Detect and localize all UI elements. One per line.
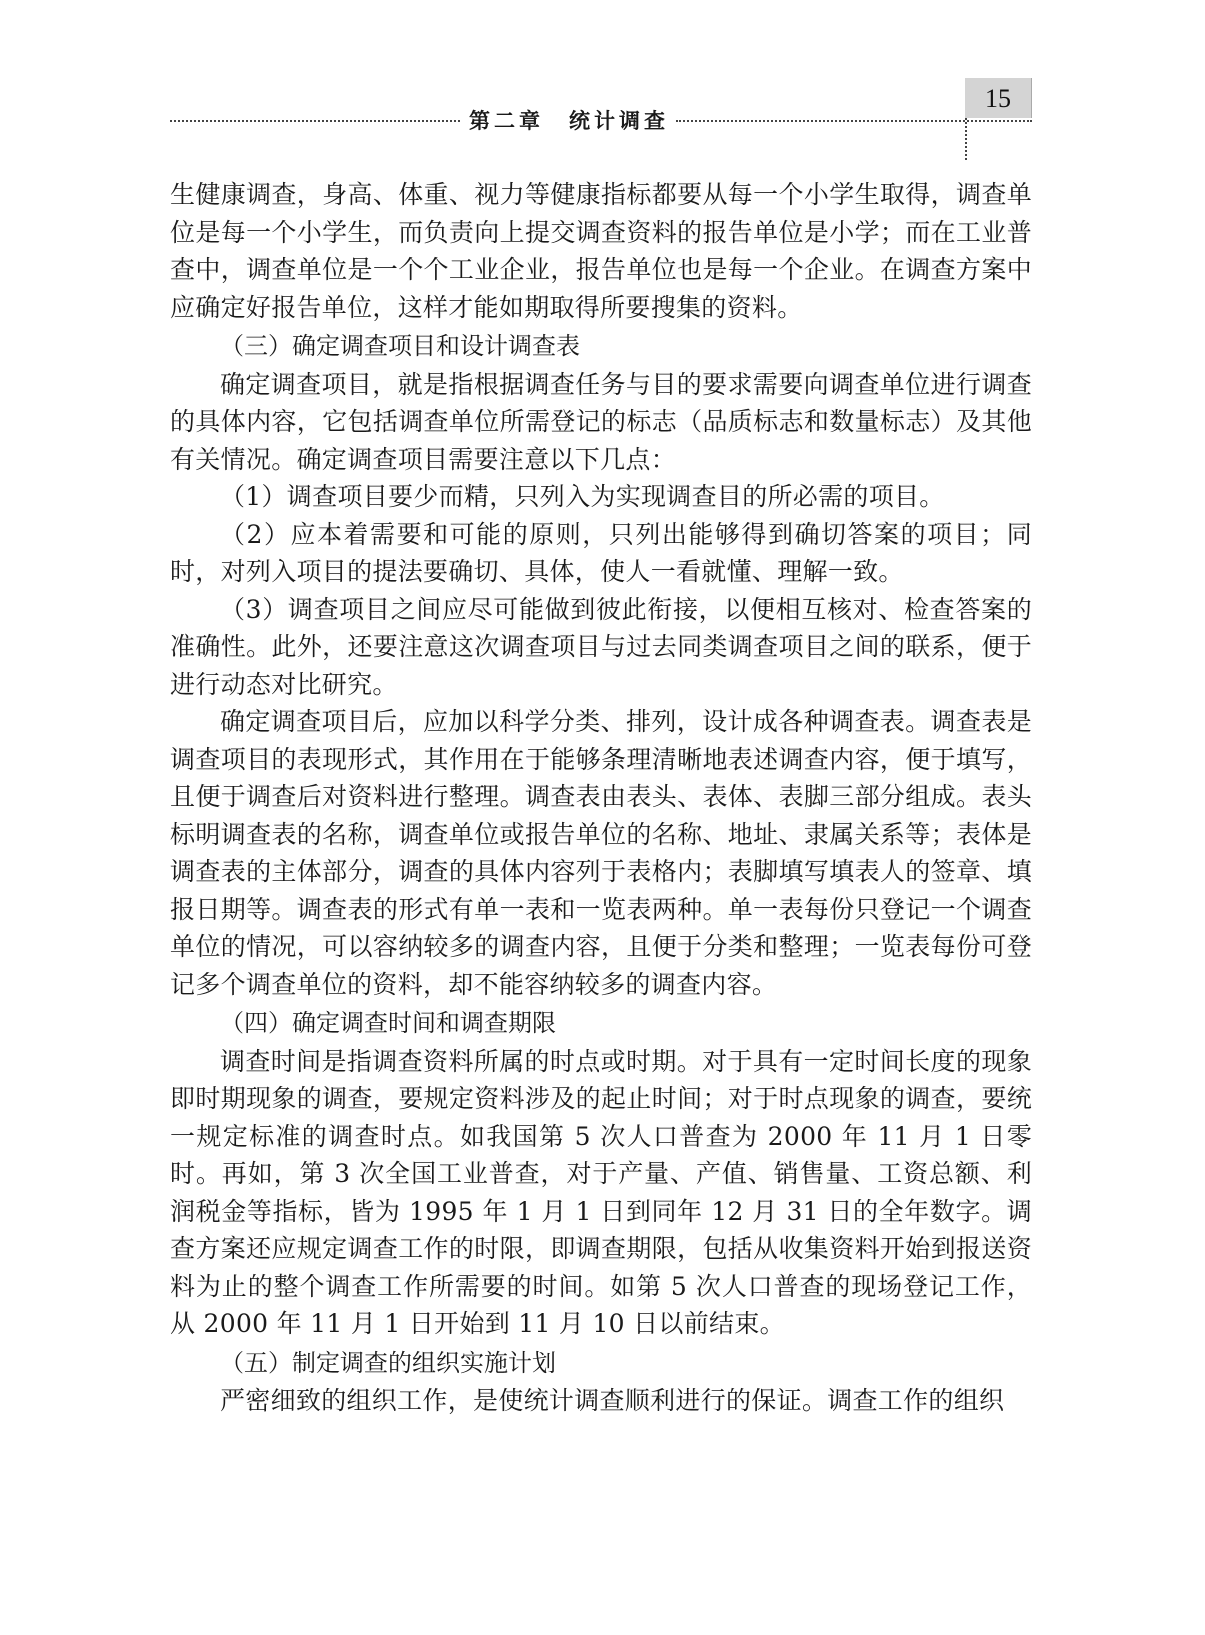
header-dotted-rule-right <box>676 120 1032 122</box>
chapter-title: 第二章 统计调查 <box>469 109 669 133</box>
page-number: 15 <box>985 84 1011 113</box>
paragraph: 严密细致的组织工作，是使统计调查顺利进行的保证。调查工作的组织 <box>220 1386 1005 1415</box>
header-dotted-rule-left <box>170 120 460 122</box>
list-item: （1）调查项目要少而精，只列入为实现调查目的所必需的项目。 <box>220 482 945 511</box>
page-body <box>170 176 1032 1420</box>
paragraph: 调查时间是指调查资料所属的时点或时期。对于具有一定时间长度的现象即时期现象的调查，要规定资料涉及的起止时间；对于时点现象的调查，要统一规定标准的调查时点。如我国第 5 次人口普查为 2000 年 11 月 1 日零时。再如，第 3 次全国工业普查，对于产量、产值、销售量、工资总额、利润税金等指标，皆为 1995 年 1 月 1 日到同年 12 月 31 日的全年数字。调查方案还应规定调查工作的时限，即调查期限，包括从收集资料开始到报送资料为止的整个调查工作所需要的时间。如第 5 次人口普查的现场登记工作，从 2000 年 11 月 1 日开始到 11 月 10 日以前结束。 <box>170 1046 1032 1338</box>
list-item: （2）应本着需要和可能的原则，只列出能够得到确切答案的项目；同时，对列入项目的提法要确切、具体，使人一看就懂、理解一致。 <box>170 519 1032 586</box>
list-item: （3）调查项目之间应尽可能做到彼此衔接，以便相互核对、检查答案的准确性。此外，还要注意这次调查项目与过去同类调查项目之间的联系，便于进行动态对比研究。 <box>170 594 1032 699</box>
page-number-box <box>965 78 1032 118</box>
section-heading: （三）确定调查项目和设计调查表 <box>220 332 580 360</box>
section-heading: （五）制定调查的组织实施计划 <box>220 1348 556 1377</box>
section-heading: （四）确定调查时间和调查期限 <box>220 1009 556 1037</box>
paragraph: 确定调查项目，就是指根据调查任务与目的要求需要向调查单位进行调查的具体内容，它包括调查单位所需登记的标志（品质标志和数量标志）及其他有关情况。确定调查项目需要注意以下几点： <box>170 369 1032 474</box>
running-header <box>170 78 1032 160</box>
paragraph: 生健康调查，身高、体重、视力等健康指标都要从每一个小学生取得，调查单位是每一个小学生，而负责向上提交调查资料的报告单位是小学；而在工业普查中，调查单位是一个个工业企业，报告单位也是每一个企业。在调查方案中应确定好报告单位，这样才能如期取得所要搜集的资料。 <box>170 180 1032 322</box>
paragraph: 确定调查项目后，应加以科学分类、排列，设计成各种调查表。调查表是调查项目的表现形式，其作用在于能够条理清晰地表述调查内容，便于填写，且便于调查后对资料进行整理。调查表由表头、表体、表脚三部分组成。表头标明调查表的名称，调查单位或报告单位的名称、地址、隶属关系等；表体是调查表的主体部分，调查的具体内容列于表格内；表脚填写填表人的签章、填报日期等。调查表的形式有单一表和一览表两种。单一表每份只登记一个调查单位的情况，可以容纳较多的调查内容，且便于分类和整理；一览表每份可登记多个调查单位的资料，却不能容纳较多的调查内容。 <box>170 707 1032 999</box>
header-dotted-rule-vertical <box>965 118 967 160</box>
